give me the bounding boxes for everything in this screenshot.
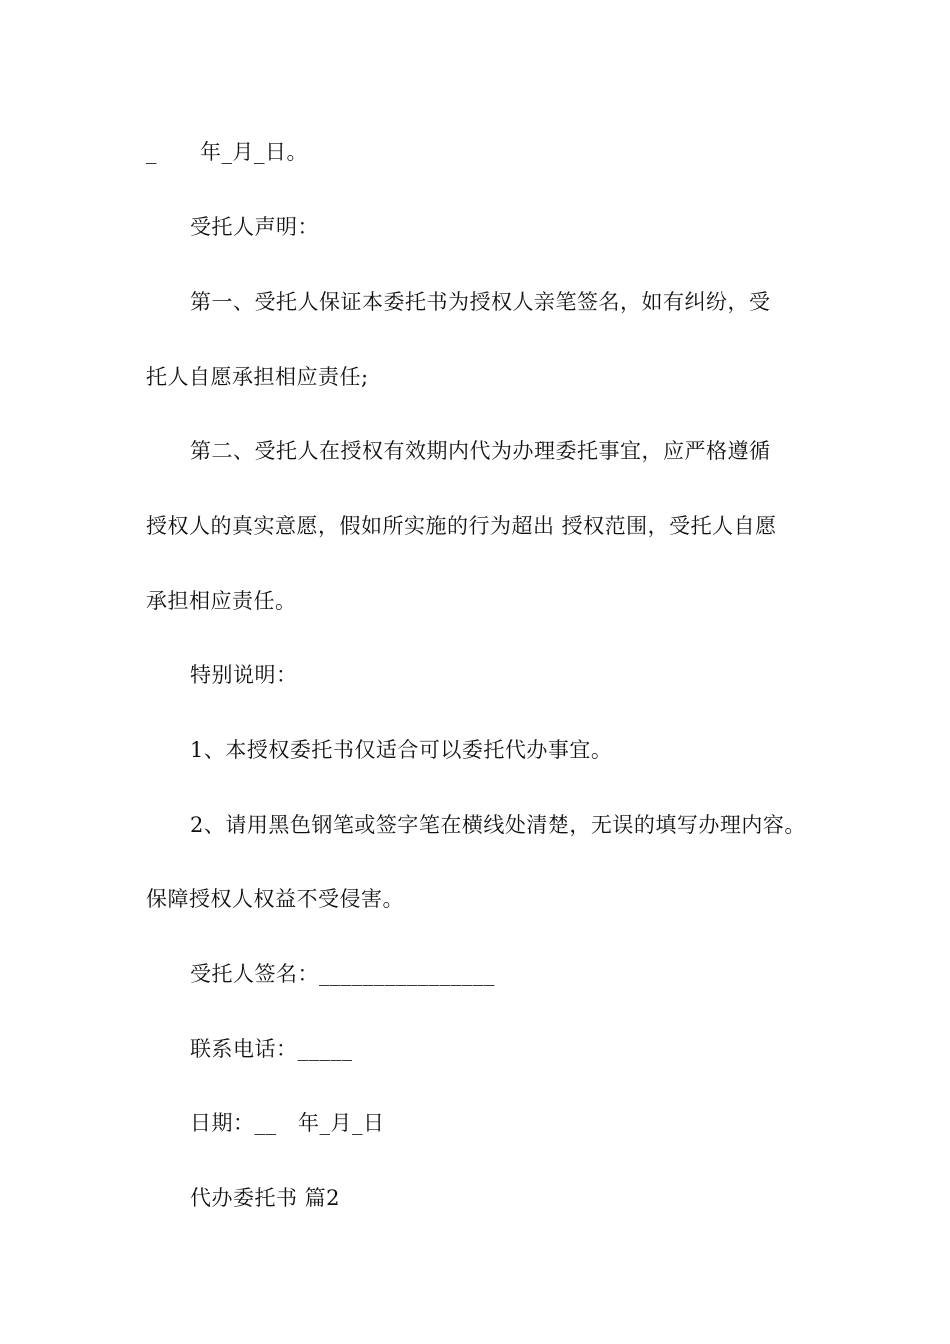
contact-phone-line: 联系电话：_____ xyxy=(190,1037,353,1061)
clause-two-line-1: 第二、受托人在授权有效期内代为办理委托事宜，应严格遵循 xyxy=(190,439,771,463)
note-two-line-2: 保障授权人权益不受侵害。 xyxy=(146,887,404,911)
clause-one-line-2: 托人自愿承担相应责任; xyxy=(146,365,369,389)
special-notes-heading: 特别说明： xyxy=(190,663,298,687)
trustee-declaration-heading: 受托人声明： xyxy=(190,215,319,239)
clause-one-line-1: 第一、受托人保证本委托书为授权人亲笔签名，如有纠纷，受 xyxy=(190,290,771,314)
section-title: 代办委托书 篇2 xyxy=(190,1186,341,1210)
clause-two-line-3: 承担相应责任。 xyxy=(146,589,297,613)
note-one: 1、本授权委托书仅适合可以委托代办事宜。 xyxy=(190,738,613,762)
signing-date-line: 日期：__ 年_月_日 xyxy=(190,1111,385,1135)
trustee-signature-line: 受托人签名：________________ xyxy=(190,962,495,986)
clause-two-line-2: 授权人的真实意愿，假如所实施的行为超出 授权范围，受托人自愿 xyxy=(146,514,777,538)
note-two-line-1: 2、请用黑色钢笔或签字笔在横线处清楚，无误的填写办理内容。 xyxy=(190,813,806,837)
date-line: _ 年_月_日。 xyxy=(146,140,309,164)
